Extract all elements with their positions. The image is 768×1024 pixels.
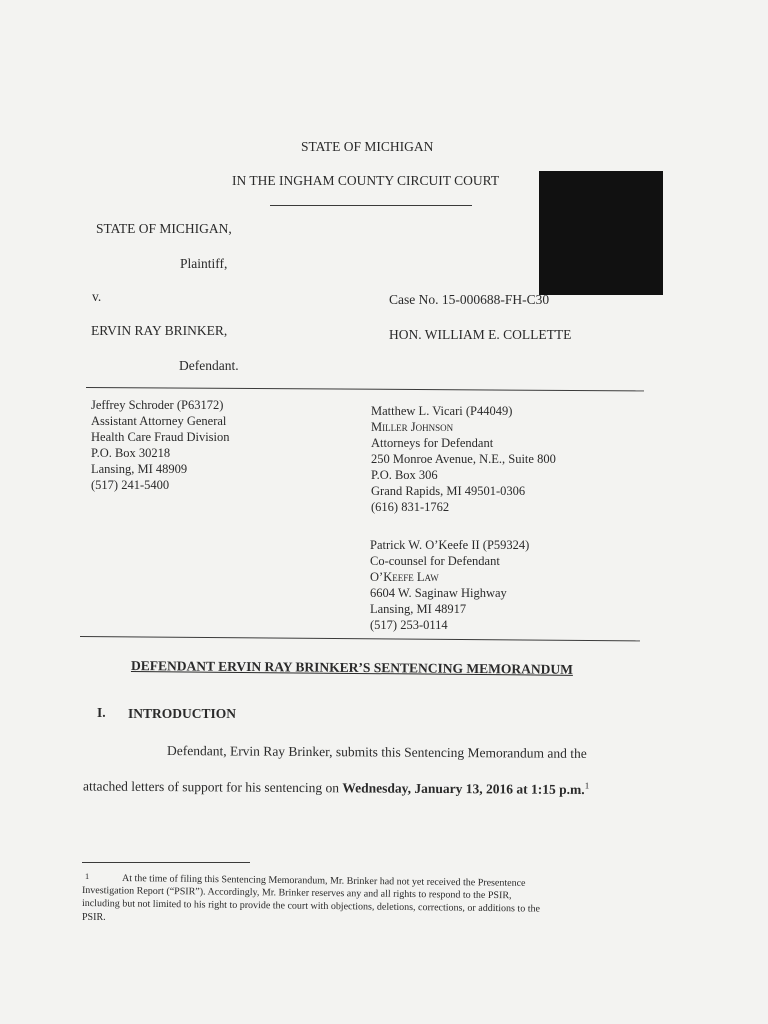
document-title: DEFENDANT ERVIN RAY BRINKER’S SENTENCING MEMORANDUM [130, 658, 574, 677]
judge-name: HON. WILLIAM E. COLLETTE [389, 327, 572, 342]
counsel-right-line: Grand Rapids, MI 49501-0306 [371, 484, 526, 498]
redaction-box [539, 171, 663, 295]
counsel-bottom-rule [80, 636, 640, 641]
counsel-right-block-2 [370, 537, 529, 633]
section-heading: INTRODUCTION [128, 706, 237, 721]
caption-state: STATE OF MICHIGAN [301, 139, 434, 154]
caption-underline [270, 205, 472, 206]
counsel-right-line: Patrick W. O’Keefe II (P59324) [370, 538, 530, 552]
counsel-right-line: (517) 253-0114 [370, 618, 448, 632]
counsel-right-line: 250 Monroe Avenue, N.E., Suite 800 [371, 452, 556, 466]
defendant-role: Defendant. [179, 358, 239, 373]
counsel-left-block [91, 397, 230, 493]
counsel-right-block-1 [371, 403, 556, 515]
counsel-right-line: 6604 W. Saginaw Highway [370, 586, 507, 600]
plaintiff-name: STATE OF MICHIGAN, [96, 221, 232, 236]
counsel-left-line: Assistant Attorney General [91, 414, 227, 428]
footnote-reference: 1 [584, 780, 590, 791]
counsel-right-line: Lansing, MI 48917 [370, 602, 467, 616]
counsel-right-line: Co-counsel for Defendant [370, 554, 500, 568]
body-line-2 [83, 777, 589, 798]
counsel-right-line: P.O. Box 306 [371, 468, 438, 482]
counsel-right-line: O’Keefe Law [370, 570, 439, 584]
footnote-line-4: PSIR. [82, 912, 106, 923]
caption-court: IN THE INGHAM COUNTY CIRCUIT COURT [232, 173, 500, 188]
footnote-line-3: including but not limited to his right to provide the court with objections, deletions, corrections, or additions to the [81, 898, 541, 915]
sentencing-date: Wednesday, January 13, 2016 at 1:15 p.m. [342, 780, 585, 798]
body-line-2-text: attached letters of support for his sentencing on [82, 778, 343, 796]
counsel-left-line: Health Care Fraud Division [91, 430, 230, 444]
counsel-top-rule [86, 387, 644, 391]
body-line-1: Defendant, Ervin Ray Brinker, submits this Sentencing Memorandum and the [166, 743, 587, 761]
plaintiff-role: Plaintiff, [180, 256, 228, 271]
counsel-left-line: (517) 241-5400 [91, 478, 170, 492]
footnote-line-1: At the time of filing this Sentencing Memorandum, Mr. Brinker had not yet received the Presentence [121, 873, 526, 889]
footnote-rule [82, 862, 250, 863]
counsel-right-line: Miller Johnson [371, 420, 454, 434]
case-number: Case No. 15-000688-FH-C30 [389, 292, 550, 307]
counsel-left-line: P.O. Box 30218 [91, 446, 171, 460]
counsel-right-line: (616) 831-1762 [371, 500, 450, 514]
footnote-marker-number: 1 [85, 872, 90, 881]
counsel-right-line: Attorneys for Defendant [371, 436, 494, 450]
footnote-line-2: Investigation Report (“PSIR”). Accordingly, Mr. Brinker reserves any and all rights to respond to the PSIR, [81, 885, 512, 902]
counsel-right-line: Matthew L. Vicari (P44049) [371, 404, 513, 418]
defendant-name: ERVIN RAY BRINKER, [91, 323, 228, 338]
counsel-left-line: Jeffrey Schroder (P63172) [91, 398, 224, 412]
section-number: I. [97, 705, 106, 720]
counsel-left-line: Lansing, MI 48909 [91, 462, 188, 476]
versus-label: v. [92, 289, 102, 304]
